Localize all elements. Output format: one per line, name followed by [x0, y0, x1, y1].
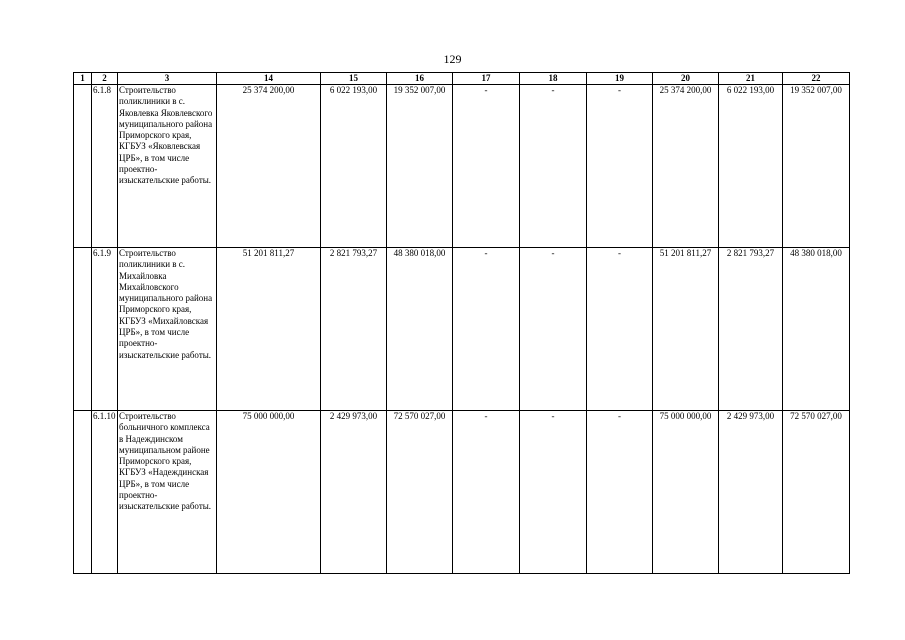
cell-col21: 2 821 793,27 [719, 248, 783, 411]
cell-col22: 48 380 018,00 [783, 248, 850, 411]
column-header: 22 [783, 73, 850, 85]
item-description: Строительство поликлиники в с. Михайловка Михайловского муниципального района Приморского края, КГБУЗ «Михайловская ЦРБ», в том числе проектно-изыскательские работы. [118, 248, 217, 411]
column-header: 3 [118, 73, 217, 85]
column-header: 14 [217, 73, 321, 85]
page-number: 129 [443, 52, 462, 66]
item-number: 6.1.8 [92, 85, 118, 248]
cell-col15: 6 022 193,00 [321, 85, 387, 248]
column-header: 2 [92, 73, 118, 85]
cell-col15: 2 429 973,00 [321, 411, 387, 574]
column-header: 20 [653, 73, 719, 85]
cell-col14: 75 000 000,00 [217, 411, 321, 574]
cell-col18: - [520, 411, 587, 574]
cell-col1 [74, 85, 92, 248]
item-number: 6.1.10 [92, 411, 118, 574]
column-header: 21 [719, 73, 783, 85]
cell-col20: 25 374 200,00 [653, 85, 719, 248]
cell-col16: 19 352 007,00 [387, 85, 453, 248]
column-header: 19 [587, 73, 653, 85]
column-header: 17 [453, 73, 520, 85]
cell-col16: 48 380 018,00 [387, 248, 453, 411]
cell-col1 [74, 411, 92, 574]
cell-col15: 2 821 793,27 [321, 248, 387, 411]
cell-col22: 19 352 007,00 [783, 85, 850, 248]
cell-col19: - [587, 85, 653, 248]
cell-col16: 72 570 027,00 [387, 411, 453, 574]
cell-col21: 6 022 193,00 [719, 85, 783, 248]
cell-col17: - [453, 411, 520, 574]
cell-col20: 75 000 000,00 [653, 411, 719, 574]
cell-col20: 51 201 811,27 [653, 248, 719, 411]
column-header: 1 [74, 73, 92, 85]
table-row [74, 411, 850, 574]
cell-col22: 72 570 027,00 [783, 411, 850, 574]
column-header: 15 [321, 73, 387, 85]
cell-col14: 25 374 200,00 [217, 85, 321, 248]
cell-col21: 2 429 973,00 [719, 411, 783, 574]
table-row [74, 248, 850, 411]
cell-col14: 51 201 811,27 [217, 248, 321, 411]
cell-col17: - [453, 85, 520, 248]
item-number: 6.1.9 [92, 248, 118, 411]
column-header: 16 [387, 73, 453, 85]
item-description: Строительство поликлиники в с. Яковлевка Яковлевского муниципального района Приморского края, КГБУЗ «Яковлевская ЦРБ», в том числе проектно-изыскательские работы. [118, 85, 217, 248]
cell-col18: - [520, 85, 587, 248]
table-row [74, 85, 850, 248]
header-row [74, 73, 850, 85]
budget-table [73, 72, 850, 574]
cell-col17: - [453, 248, 520, 411]
cell-col18: - [520, 248, 587, 411]
cell-col19: - [587, 248, 653, 411]
cell-col1 [74, 248, 92, 411]
item-description: Строительство больничного комплекса в Надеждинском муниципальном районе Приморского края, КГБУЗ «Надеждинская ЦРБ», в том числе проектно-изыскательские работы. [118, 411, 217, 574]
column-header: 18 [520, 73, 587, 85]
cell-col19: - [587, 411, 653, 574]
